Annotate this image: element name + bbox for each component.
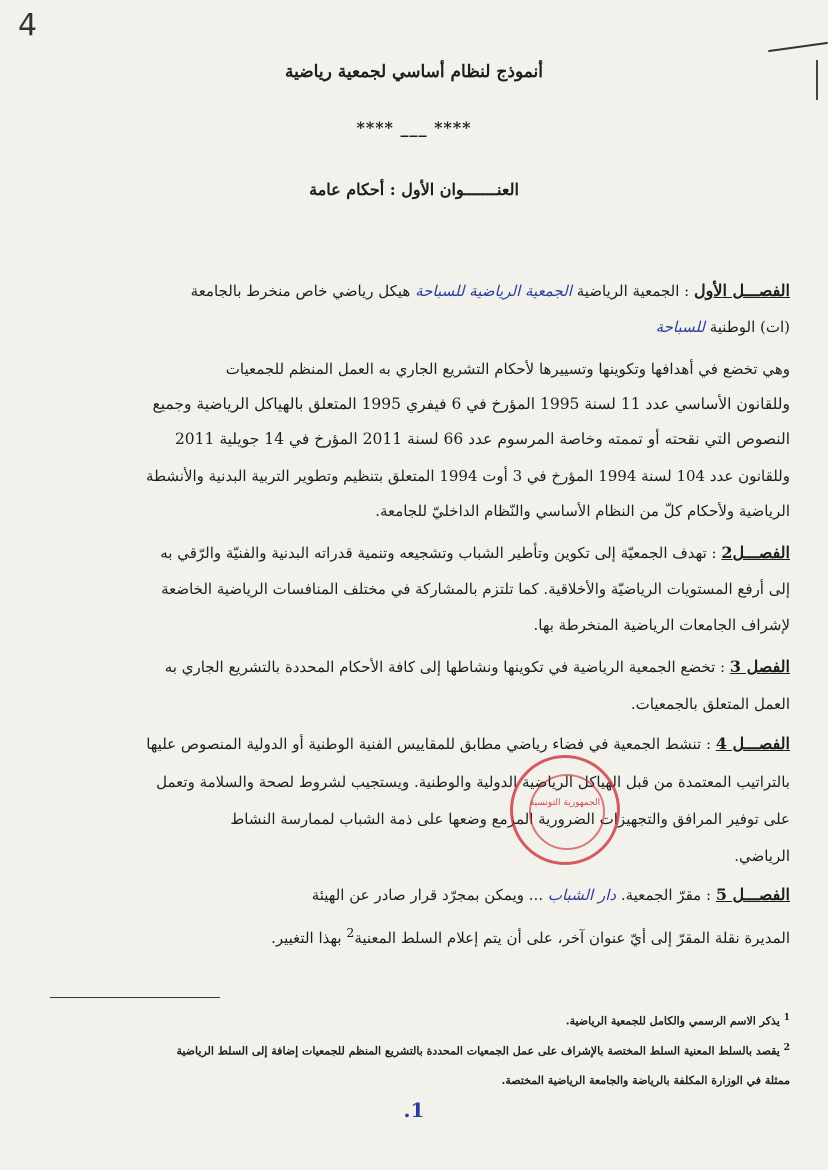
article-1-para-line: وللقانون الأساسي عدد 11 لسنة 1995 المؤرخ في 6 فيفري 1995 المتعلق بالهياكل الرياضية وجميع: [152, 395, 790, 413]
article-2-para-line: إلى أرفع المستويات الرياضيّة والأخلاقية. كما تلتزم بالمشاركة في مختلف المنافسات الرياضية الخاضعة: [161, 580, 790, 598]
document-title: أنموذج لنظام أساسي لجمعية رياضية: [284, 62, 544, 82]
article-1-para-line: الرياضية ولأحكام كلّ من النظام الأساسي والنّظام الداخليّ للجامعة.: [375, 502, 790, 520]
page-number: .1: [403, 1098, 425, 1122]
stamp-text: الجمهورية التونسية: [529, 798, 601, 808]
corner-stroke: [768, 42, 828, 52]
handwritten-headquarters: دار الشباب: [547, 886, 617, 904]
article-1-para-line: وللقانون عدد 104 لسنة 1994 المؤرخ في 3 أوت 1994 المتعلق بتنظيم وتطوير التربية البدنية والأنشطة: [146, 467, 790, 485]
footnote-2-continued: ممثلة في الوزارة المكلفة بالرياضة والجامعة الرياضية المختصة.: [501, 1074, 790, 1087]
footnote-ref-2: 2: [346, 925, 355, 940]
article-1-label: الفصـــل الأول: [694, 281, 790, 300]
footnote-2: $^2$ يقصد بالسلط المعنية السلط المختصة بالإشراف على عمل الجمعيات المحددة بالتشريع المنظم للجمعيات إضافة إلى السلط الرياضية: [176, 1042, 790, 1058]
official-stamp: [510, 755, 620, 865]
title-separator: **** ___ ****: [356, 118, 472, 137]
article-1-line-1: الفصـــل الأول : الجمعية الرياضية الجمعية الرياضية للسباحة هيكل رياضي خاص منخرط بالجامعة: [190, 281, 790, 300]
article-1-line-2: (ات) الوطنية للسباحة: [655, 318, 790, 336]
article-2-para-line: لإشراف الجامعات الرياضية المنخرطة بها.: [533, 616, 790, 634]
handwritten-federation-name: للسباحة: [655, 318, 705, 336]
article-1-para-line: وهي تخضع في أهدافها وتكوينها وتسييرها لأحكام التشريع الجاري به العمل المنظم للجمعيات: [225, 360, 790, 378]
article-4-label: الفصـــل 4: [715, 734, 790, 753]
article-5-line-1: الفصـــل 5 : مقرّ الجمعية. دار الشباب ... ويمكن بمجرّد قرار صادر عن الهيئة: [311, 885, 790, 904]
article-2-label: الفصـــل2: [721, 543, 790, 562]
article-3-label: الفصل 3: [729, 657, 790, 676]
article-2-line-1: الفصـــل2 : تهدف الجمعيّة إلى تكوين وتأطير الشباب وتشجيعه وتنمية قدراته البدنية والفنيّة والرّقي به: [160, 543, 790, 562]
article-3-para-line: العمل المتعلق بالجمعيات.: [630, 695, 790, 713]
article-1-para-line: النصوص التي نقحته أو تممته وخاصة المرسوم عدد 66 لسنة 2011 المؤرخ في 14 جويلية 2011: [174, 430, 790, 448]
article-4-para-line: بالتراتيب المعتمدة من قبل الهياكل الرياضية الدولية والوطنية. ويستجيب لشروط لصحة والسلامة وتعمل: [156, 773, 790, 791]
article-3-line-1: الفصل 3 : تخضع الجمعية الرياضية في تكوينها ونشاطها إلى كافة الأحكام المحددة بالتشريع الجاري به: [164, 657, 790, 676]
article-5-label: الفصـــل 5: [715, 885, 790, 904]
footnote-separator: [50, 997, 220, 998]
article-4-para-line: على توفير المرافق والتجهيزات الضرورية المزمع وضعها على ذمة الشباب لممارسة النشاط: [230, 810, 790, 828]
article-4-para-line: الرياضي.: [734, 847, 790, 865]
corner-mark: 4: [18, 8, 38, 43]
handwritten-club-name: الجمعية الرياضية للسباحة: [415, 282, 572, 300]
footnote-1: $^1$ يذكر الاسم الرسمي والكامل للجمعية الرياضية.: [565, 1012, 790, 1028]
article-5-line-2: المديرة نقلة المقرّ إلى أيّ عنوان آخر، على أن يتم إعلام السلط المعنية$^2$ بهذا التغيير.: [271, 925, 790, 947]
article-4-line-1: الفصـــل 4 : تنشط الجمعية في فضاء رياضي مطابق للمقاييس الفنية الوطنية أو الدولية المنصوص عليها: [146, 734, 790, 753]
stamp-inner-ring: [529, 774, 605, 850]
section-heading: العنـــــــوان الأول : أحكام عامة: [309, 180, 519, 199]
